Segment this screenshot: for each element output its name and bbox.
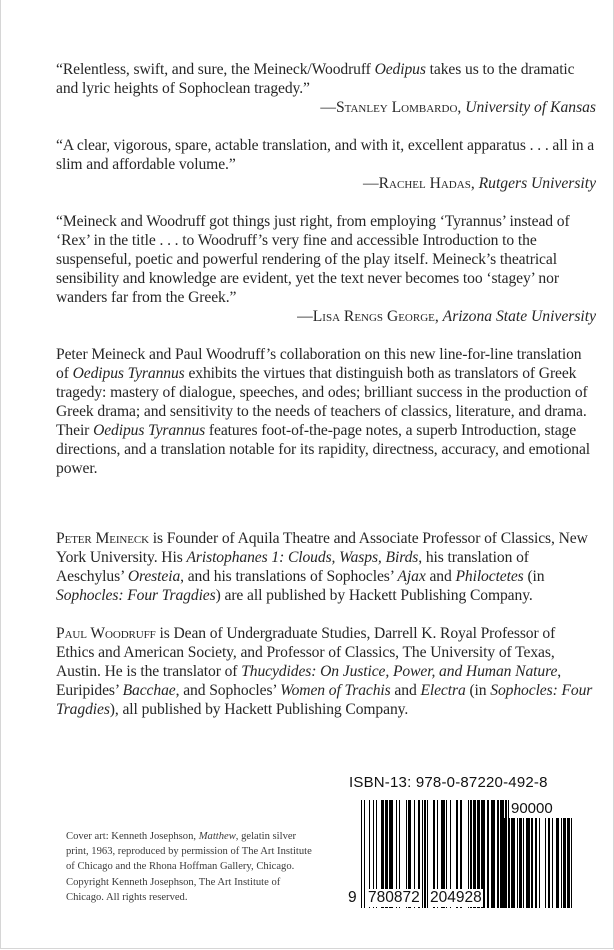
- bio-name: Peter Meineck: [56, 530, 149, 547]
- isbn-label: ISBN-13: 978-0-87220-492-8: [349, 774, 548, 791]
- back-cover-text: [56, 60, 596, 719]
- barcode-bar: [571, 818, 572, 908]
- barcode-bar: [548, 818, 551, 908]
- barcode-bar: [424, 800, 425, 908]
- blurb-lombardo: [56, 60, 596, 117]
- barcode-bar: [491, 800, 495, 908]
- barcode-bar: [422, 800, 423, 908]
- barcode-bar: [526, 818, 530, 908]
- blurb-george: [56, 212, 596, 326]
- barcode-bar: [531, 818, 534, 908]
- blurb-attribution: —Rachel Hadas, Rutgers University: [363, 175, 596, 192]
- barcode-bar: [361, 800, 362, 908]
- book-title: Oedipus: [374, 61, 426, 78]
- barcode-bar: [497, 800, 498, 908]
- barcode-bar: [508, 818, 511, 908]
- barcode-bar: [556, 818, 560, 908]
- barcode-bar: [545, 818, 546, 908]
- barcode-bar: [561, 818, 562, 908]
- barcode-bar: [563, 818, 566, 908]
- blurb-affiliation: Rutgers University: [478, 175, 596, 192]
- barcode-bar: [523, 818, 524, 908]
- barcode-bar: [501, 818, 502, 908]
- blurb-attribution: —Lisa Rengs George, Arizona State University: [297, 308, 596, 325]
- blurb-attribution: —Stanley Lombardo, University of Kansas: [320, 99, 596, 116]
- bio-woodruff: Paul Woodruff is Dean of Undergraduate Studies, Darrell K. Royal Professor of Ethics and American Society, and Professor of Classics, The University of Texas, Austin. He is the translator of Thucydides: On Justice, Power, and Human Nature, Euripides’ Bacchae, and Sophocles’ Women of Trachis and Electra (in Sophocles: Four Tragdies), all published by Hackett Publishing Company.: [56, 625, 593, 718]
- barcode-bar: [552, 818, 553, 908]
- bio-meineck: Peter Meineck is Founder of Aquila Theatre and Associate Professor of Classics, New York University. His Aristophanes 1: Clouds, Wasps, Birds, his translation of Aeschylus’ Oresteia, and his translations of Sophocles’ Ajax and Philoctetes (in Sophocles: Four Tragdies) are all published by Hackett Publishing Company.: [56, 530, 588, 604]
- barcode-bar: [364, 800, 365, 908]
- blurb-quote: “Relentless, swift, and sure, the Meineck/Woodruff Oedipus takes us to the dramatic and lyric heights of Sophoclean tragedy.”: [56, 61, 575, 97]
- blurb-quote: “Meineck and Woodruff got things just right, from employing ‘Tyrannus’ instead of ‘Rex’ in the title . . . to Woodruff’s very fine and accessible Introduction to the suspenseful, poetic and powerful rendering of the play itself. Meineck’s theatrical sensibility and knowledge are evident, yet the text never becomes too ‘stagey’ nor wanders far from the Greek.”: [56, 213, 570, 306]
- price-addon-label: 90000: [511, 800, 553, 817]
- barcode-digits-right: 204928: [430, 889, 482, 906]
- barcode-bar: [519, 818, 522, 908]
- book-title: Oedipus Tyrannus: [72, 365, 185, 382]
- barcode-digits-left: 780872: [368, 889, 420, 906]
- cover-art-credit: Cover art: Kenneth Josephson, Matthew, gelatin silver print, 1963, reproduced by permission of The Art Institute of Chicago and the Rhona Hoffman Gallery, Chicago. Copyright Kenneth Josephson, The Art Institute of Chicago. All rights reserved.: [66, 831, 312, 903]
- bio-name: Paul Woodruff: [56, 625, 156, 642]
- blurb-author: Rachel Hadas: [378, 175, 471, 192]
- blurb-affiliation: University of Kansas: [465, 99, 596, 116]
- barcode-bar: [504, 818, 507, 908]
- barcode-bar: [517, 818, 518, 908]
- blurb-author: Lisa Rengs George: [312, 308, 435, 325]
- price-addon-barcode: [501, 818, 567, 908]
- blurb-author: Stanley Lombardo: [335, 99, 458, 116]
- barcode-bar: [511, 818, 515, 908]
- barcode-bar: [539, 818, 540, 908]
- blurb-affiliation: Arizona State University: [442, 308, 596, 325]
- barcode-digit-first: 9: [348, 889, 357, 906]
- barcode-bar: [487, 800, 490, 908]
- blurb-hadas: [56, 136, 596, 193]
- book-title: Oedipus Tyrannus: [93, 422, 206, 439]
- blurb-quote: “A clear, vigorous, spare, actable translation, and with it, excellent apparatus . . . all in a slim and affordable volume.”: [56, 137, 595, 173]
- barcode-bar: [535, 818, 538, 908]
- barcode-bar: [567, 818, 570, 908]
- book-description: Peter Meineck and Paul Woodruff’s collaboration on this new line-for-line translation of Oedipus Tyrannus exhibits the virtues that distinguish both as translators of Greek tragedy: mastery of dialogue, speeches, and odes; brilliant success in the production of Greek drama; and sensitivity to the needs of teachers of classics, literature, and drama. Their Oedipus Tyrannus features foot-of-the-page notes, a superb Introduction, stage directions, and a translation notable for its rapidity, directness, accuracy, and emotional power.: [56, 346, 591, 477]
